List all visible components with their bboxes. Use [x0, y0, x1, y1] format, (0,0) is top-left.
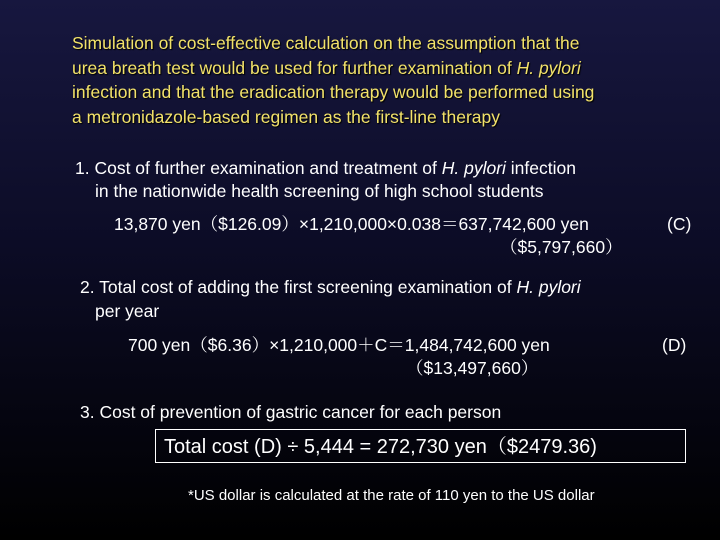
section1-formula: 13,870 yen（$126.09）×1,210,000×0.038＝637,742,600 yen [114, 214, 589, 234]
section1-label: (C) [667, 214, 692, 234]
section3-heading: 3. Cost of prevention of gastric cancer for each person [80, 402, 502, 422]
section1-heading-text: 1. Cost of further examination and treatment of [75, 158, 442, 178]
section2-heading-line2: per year [95, 301, 160, 321]
section2-formula: 700 yen（$6.36）×1,210,000＋C＝1,484,742,600 yen [128, 335, 550, 355]
title-line-4: a metronidazole-based regimen as the first-line therapy [72, 106, 500, 127]
title-line-1: Simulation of cost-effective calculation on the assumption that the [72, 33, 580, 53]
section1-usd: （$5,797,660） [500, 237, 623, 257]
slide-title [72, 31, 682, 129]
section2-label: (D) [662, 335, 687, 355]
title-line-2-italic: H. pylori [516, 57, 581, 78]
total-cost: Total cost (D) ÷ 5,444 = 272,730 yen（$2479.36) [164, 436, 597, 458]
section2-usd: （$13,497,660） [406, 358, 539, 378]
section2-heading-italic: H. pylori [516, 277, 581, 297]
title-line-2-text: urea breath test would be used for further examination of [72, 57, 517, 78]
footnote: *US dollar is calculated at the rate of 110 yen to the US dollar [188, 487, 595, 504]
section1-heading [75, 157, 576, 179]
section2-heading [80, 276, 581, 298]
section1-heading-line2: in the nationwide health screening of high school students [95, 181, 544, 201]
title-line-3: infection and that the eradication therapy would be performed using [72, 82, 595, 102]
title-line-2 [72, 56, 682, 81]
section2-heading-text: 2. Total cost of adding the first screening examination of [80, 277, 517, 297]
section1-heading-italic: H. pylori [441, 158, 506, 178]
section1-heading-suffix: infection [505, 158, 576, 178]
